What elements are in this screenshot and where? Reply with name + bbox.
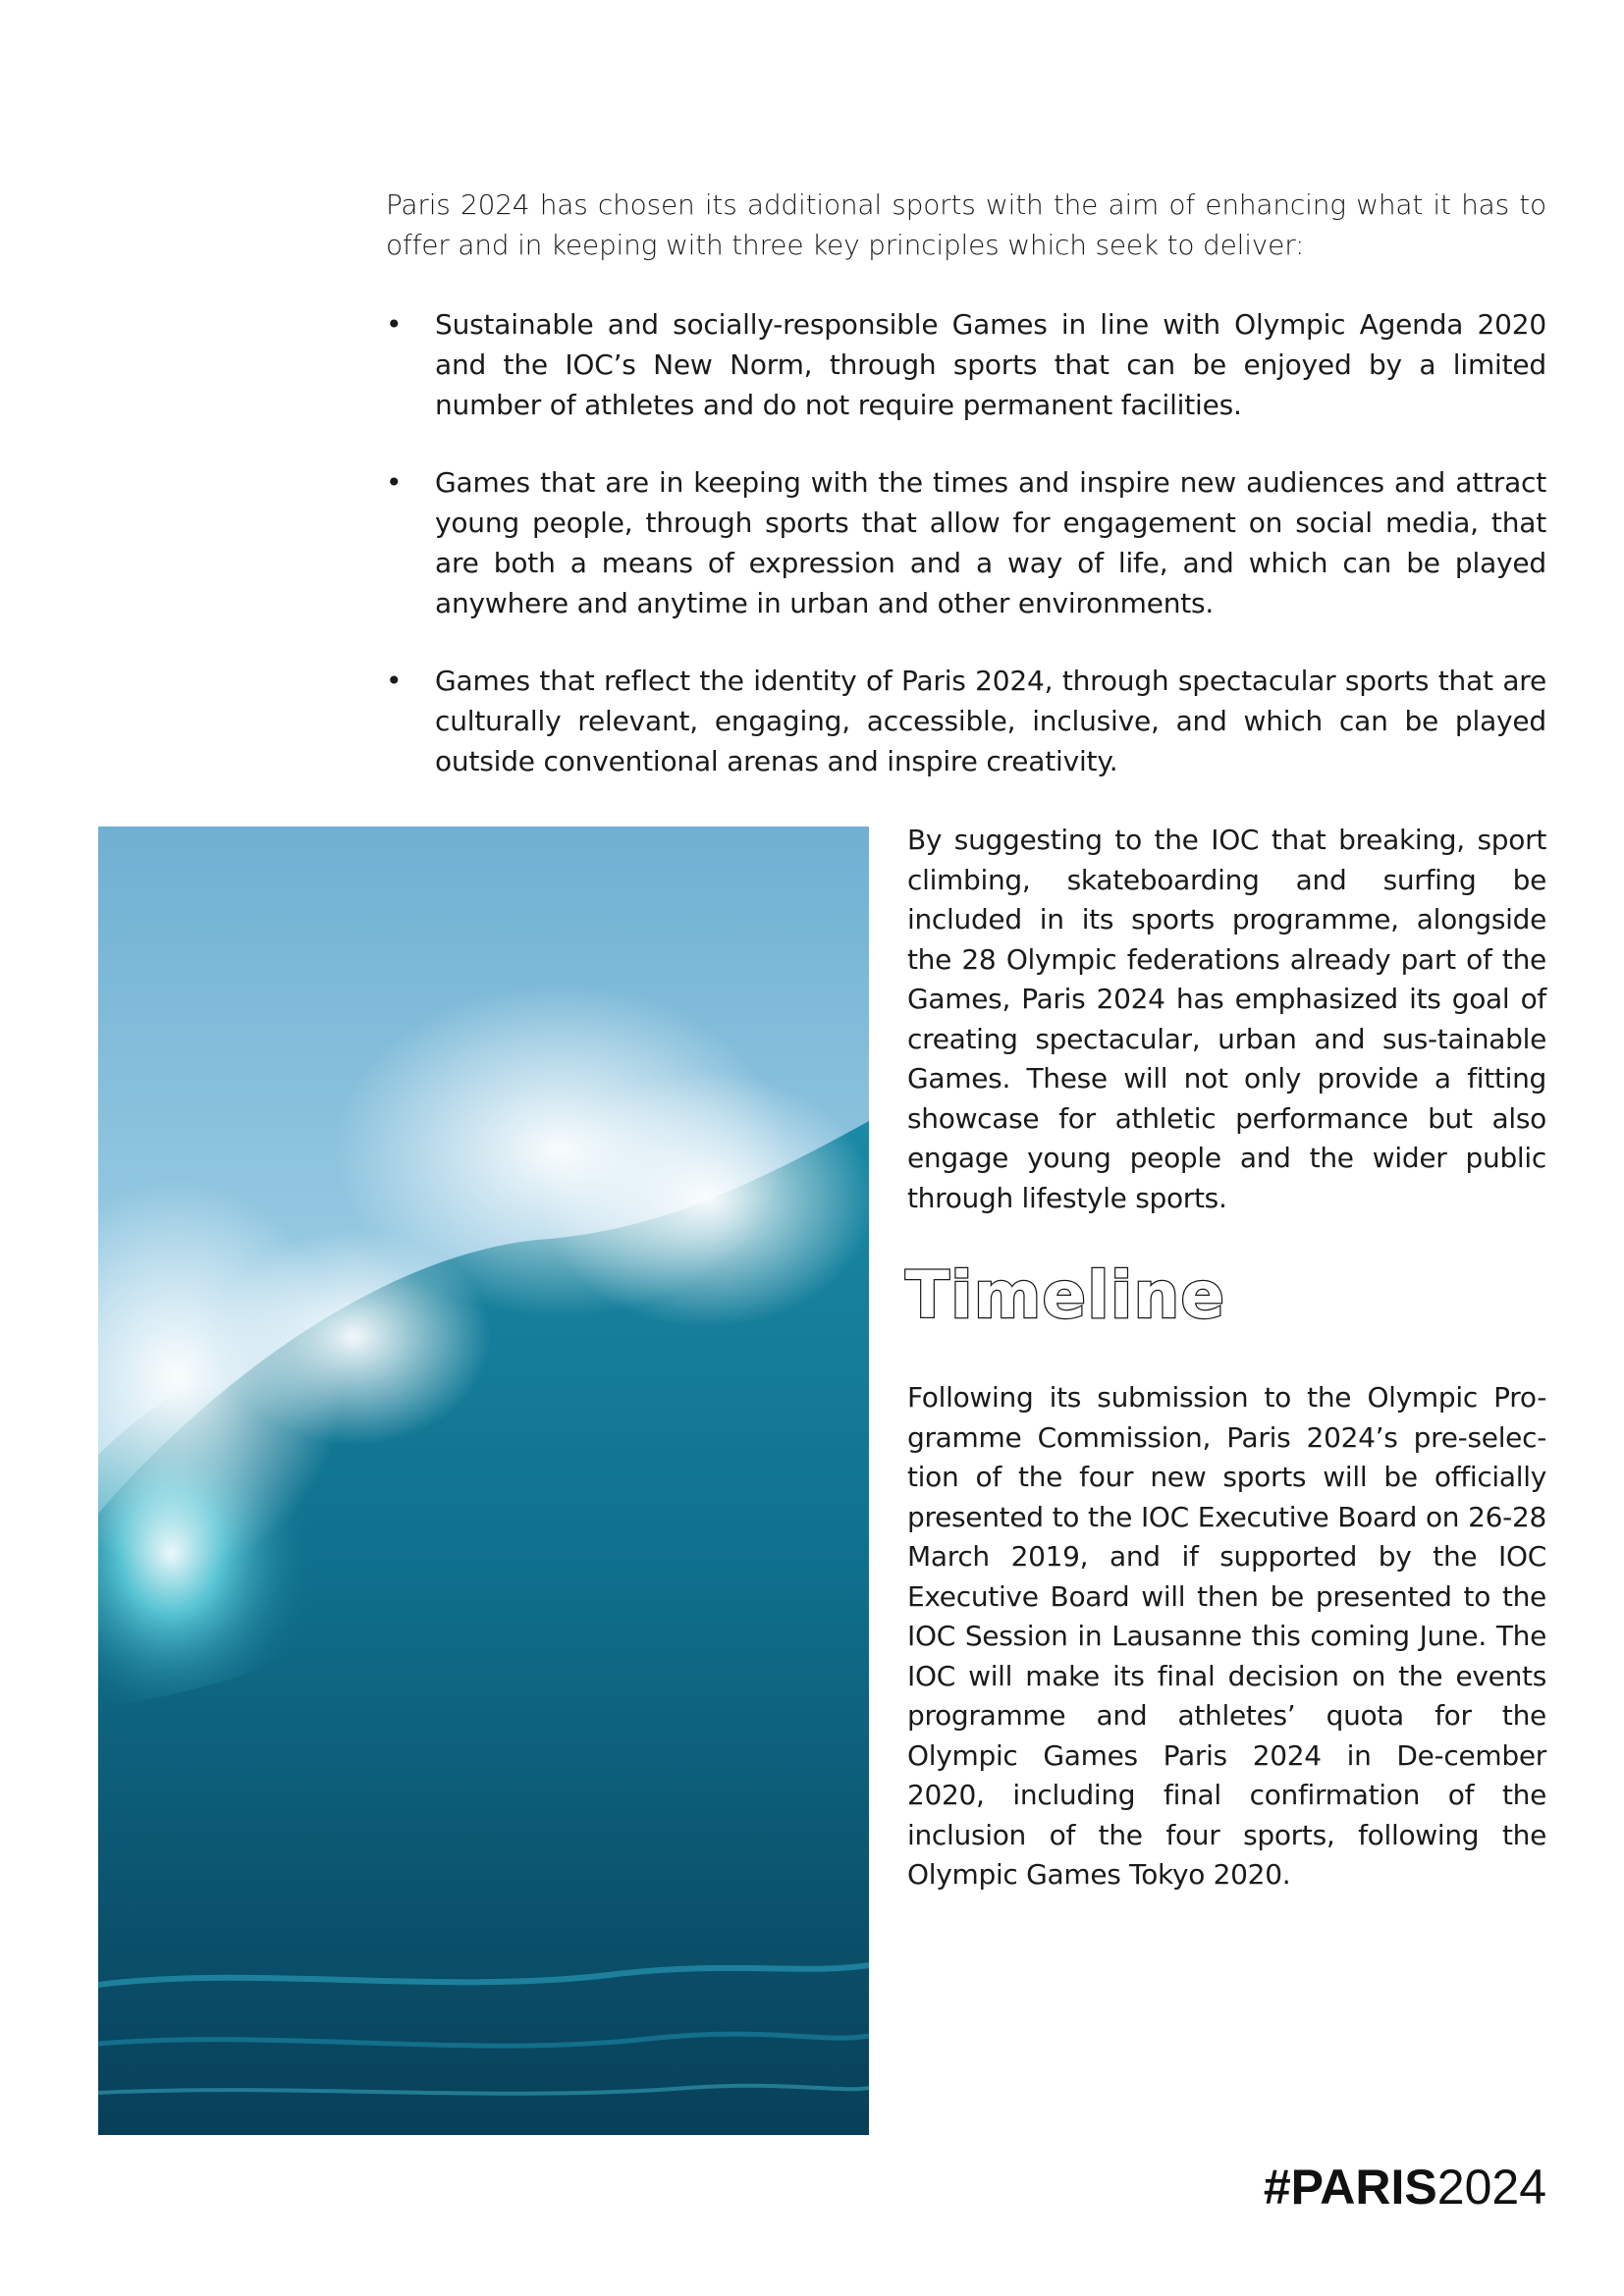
wave-illustration xyxy=(98,827,869,2135)
intro-paragraph: Paris 2024 has chosen its additional sports with the aim of enhancing what it has to offer and in keeping with three key principles which seek to deliver: xyxy=(386,188,1546,261)
timeline-paragraph: Following its submission to the Olympic Pro-gramme Commission, Paris 2024’s pre-selec-tion of the four new sports will be officially presented to the IOC Executive Board on 26-28 March 2019, and if supported by the IOC Executive Board will then be presented to the IOC Session in Lausanne this coming June. The IOC will make its final decision on the events programme and athletes’ quota for the Olympic Games Paris 2024 in De-cember 2020, including final confirmation of the inclusion of the four sports, following the Olympic Games Tokyo 2020. xyxy=(907,1381,1546,1891)
wave-photo xyxy=(98,827,869,2135)
list-item xyxy=(386,661,1546,781)
bullet-icon: • xyxy=(386,665,403,697)
hashtag-bold: #PARIS xyxy=(1263,2160,1437,2215)
timeline-heading: Timeline xyxy=(905,1257,1226,1333)
list-item xyxy=(386,304,1546,425)
bullet-icon: • xyxy=(386,466,403,499)
principles-list xyxy=(386,304,1546,819)
sports-paragraph: By suggesting to the IOC that breaking, sport climbing, skateboarding and surfing be included in its sports programme, alongside the 28 Olympic federations already part of the Games, Paris 2024 has emphasized its goal of creating spectacular, urban and sus-tainable Games. These will not only provide a fitting showcase for athletic performance but also engage young people and the wider public through lifestyle sports. xyxy=(907,824,1546,1214)
bullet-icon: • xyxy=(386,308,403,341)
list-item-text: Games that are in keeping with the times and inspire new audiences and attract young people, through sports that allow for engagement on social media, that are both a means of expression and a way of life, and which can be played anywhere and anytime in urban and other environments. xyxy=(435,466,1546,619)
hashtag-logo xyxy=(1264,2158,1546,2216)
hashtag-year: 2024 xyxy=(1436,2160,1546,2215)
list-item-text: Games that reflect the identity of Paris 2024, through spectacular sports that are culturally relevant, engaging, accessible, inclusive, and which can be played outside conventional arenas and inspire creativity. xyxy=(435,665,1546,777)
list-item-text: Sustainable and socially-responsible Games in line with Olympic Agenda 2020 and the IOC’s New Norm, through sports that can be enjoyed by a limited number of athletes and do not require permanent facilities. xyxy=(435,308,1546,421)
list-item xyxy=(386,462,1546,623)
